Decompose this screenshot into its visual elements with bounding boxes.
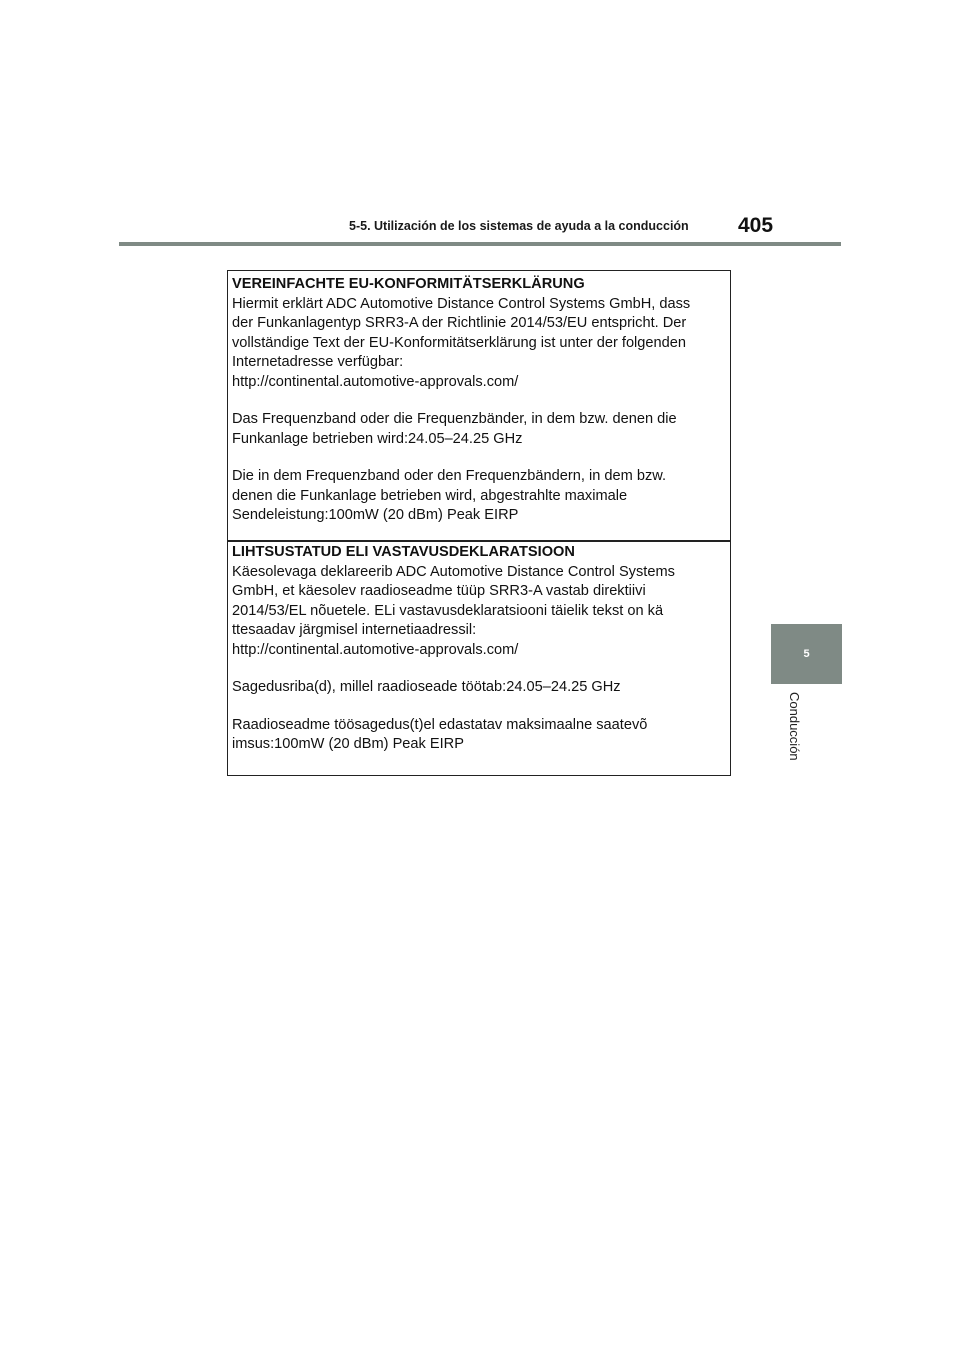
- url-text: http://continental.automotive-approvals.com/: [232, 373, 519, 390]
- text-line: vollständige Text der EU-Konformitätserklärung ist unter der folgenden: [232, 334, 687, 351]
- estonian-paragraph-2: [232, 678, 726, 698]
- url-text: http://continental.automotive-approvals.com/: [232, 641, 519, 658]
- text-line: Käesolevaga deklareerib ADC Automotive Distance Control Systems: [232, 563, 675, 580]
- german-paragraph-2: [232, 410, 726, 449]
- estonian-declaration: [228, 543, 730, 755]
- text-line: Funkanlage betrieben wird:24.05–24.25 GHz: [232, 430, 523, 447]
- text-line: Internetadresse verfügbar:: [232, 354, 404, 370]
- section-title: 5-5. Utilización de los sistemas de ayuda a la conducción: [349, 219, 689, 233]
- german-paragraph-1: [232, 295, 726, 393]
- text-line: Das Frequenzband oder die Frequenzbänder, in dem bzw. denen die: [232, 411, 677, 427]
- text-line: GmbH, et käesolev raadioseadme tüüp SRR3-A vastab direktiivi: [232, 583, 646, 599]
- paragraph-gap: [232, 449, 726, 467]
- paragraph-gap: [232, 392, 726, 410]
- page-number: 405: [738, 214, 774, 237]
- text-line: Die in dem Frequenzband oder den Frequenzbändern, in dem bzw.: [232, 468, 667, 484]
- paragraph-gap: [232, 698, 726, 716]
- chapter-tab: 5: [771, 624, 842, 684]
- text-line: Sendeleistung:100mW (20 dBm) Peak EIRP: [232, 507, 519, 523]
- german-declaration-title: VEREINFACHTE EU-KONFORMITÄTSERKLÄRUNG: [232, 276, 585, 292]
- german-paragraph-3: [232, 467, 726, 526]
- section-divider: [228, 540, 730, 542]
- estonian-paragraph-3: [232, 716, 726, 755]
- text-line: Hiermit erklärt ADC Automotive Distance Control Systems GmbH, dass: [232, 295, 691, 312]
- estonian-declaration-title: LIHTSUSTATUD ELI VASTAVUSDEKLARATSIOON: [232, 544, 575, 560]
- chapter-label: Conducción: [787, 692, 802, 761]
- text-line: denen die Funkanlage betrieben wird, abgestrahlte maximale: [232, 487, 628, 504]
- text-line: Sagedusriba(d), millel raadioseade töötab:24.05–24.25 GHz: [232, 679, 621, 695]
- text-line: imsus:100mW (20 dBm) Peak EIRP: [232, 736, 464, 752]
- paragraph-gap: [232, 660, 726, 678]
- text-line: ttesaadav järgmisel internetiaadressil:: [232, 622, 477, 638]
- declaration-box: [227, 270, 731, 776]
- text-line: der Funkanlagentyp SRR3-A der Richtlinie 2014/53/EU entspricht. Der: [232, 315, 687, 331]
- header-divider: [119, 242, 841, 246]
- german-declaration: [228, 275, 730, 526]
- text-line: Raadioseadme töösagedus(t)el edastatav maksimaalne saatevõ: [232, 716, 648, 733]
- text-line: 2014/53/EL nõuetele. ELi vastavusdeklaratsiooni täielik tekst on kä: [232, 602, 664, 619]
- estonian-paragraph-1: [232, 563, 726, 661]
